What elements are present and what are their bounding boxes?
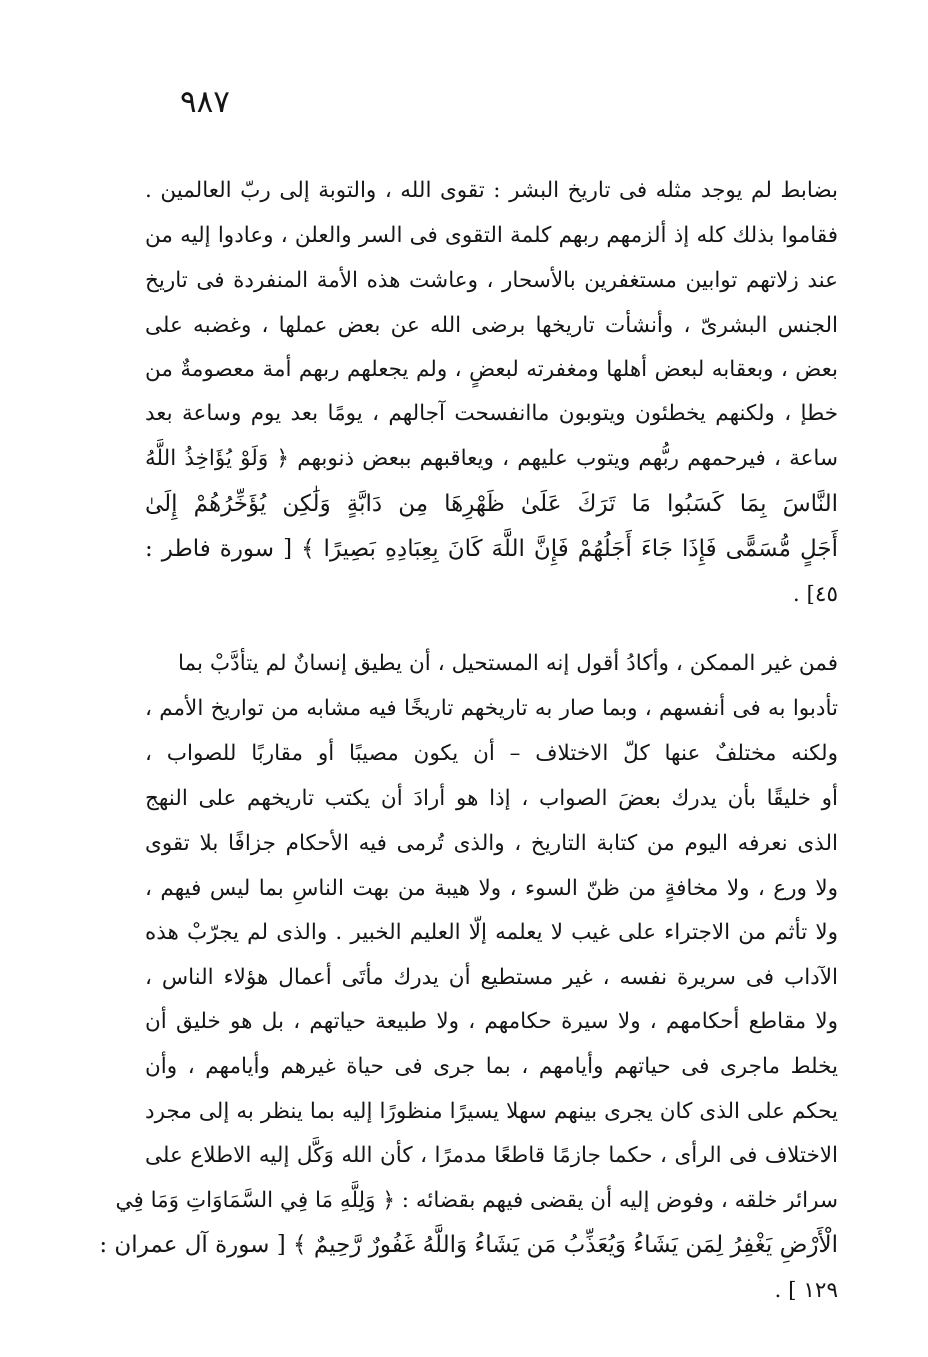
text-line: بضابط لم يوجد مثله فى تاريخ البشر : تقوى الله ، والتوبة إلى ربّ العالمين . (145, 178, 838, 203)
text-line: ساعة ، فيرحمهم ربُّهم ويتوب عليهم ، ويعاقبهم ببعض ذنوبهم ﴿ وَلَوْ يُؤَاخِذُ اللَّهُ (145, 446, 838, 471)
quran-line: النَّاسَ بِمَا كَسَبُوا مَا تَرَكَ عَلَىٰ ظَهْرِهَا مِن دَابَّةٍ وَلَٰكِن يُؤَخِّرُهُمْ إِلَىٰ (145, 491, 838, 517)
text-line: فمن غير الممكن ، وأكادُ أقول إنه المستحيل ، أن يطيق إنسانٌ لم يتأدَّبْ بما (178, 651, 838, 676)
quran-line: أَجَلٍ مُّسَمًّى فَإِذَا جَاءَ أَجَلُهُمْ فَإِنَّ اللَّهَ كَانَ بِعِبَادِهِ بَصِيرًا ﴾ [ سورة فاطر : (145, 536, 838, 562)
text-line: يحكم على الذى كان يجرى بينهم سهلا يسيرًا منظورًا إليه بما ينظر به إلى مجرد (145, 1099, 838, 1124)
citation-line: ٤٥] . (792, 582, 838, 607)
text-line: سرائر خلقه ، وفوض إليه أن يقضى فيهم بقضائه : ﴿ وَلِلَّهِ مَا فِي السَّمَاوَاتِ وَمَا فِي (115, 1188, 838, 1213)
text-line: ولا ورع ، ولا مخافةٍ من ظنّ السوء ، ولا هيبة من بهت الناسِ بما ليس فيهم ، (145, 876, 838, 901)
text-line: يخلط ماجرى فى حياتهم وأيامهم ، بما جرى فى حياة غيرهم وأيامهم ، وأن (145, 1054, 838, 1079)
text-line: عند زلاتهم توابين مستغفرين بالأسحار ، وعاشت هذه الأمة المنفردة فى تاريخ (145, 268, 838, 293)
text-line: بعض ، وبعقابه لبعض أهلها ومغفرته لبعضٍ ، ولم يجعلهم ربهم أمة معصومةٌ من (145, 357, 838, 382)
page-number: ٩٨٧ (180, 84, 230, 120)
citation-line: ١٢٩ ] . (774, 1278, 838, 1303)
text-line: الذى نعرفه اليوم من كتابة التاريخ ، والذى تُرمى فيه الأحكام جزافًا بلا تقوى (145, 831, 838, 856)
text-line: تأدبوا به فى أنفسهم ، وبما صار به تاريخهم تاريخًا فيه مشابه من تواريخ الأمم ، (145, 696, 838, 721)
text-line: ولا مقاطع أحكامهم ، ولا سيرة حكامهم ، ولا طبيعة حياتهم ، بل هو خليق أن (145, 1009, 838, 1034)
text-line: الاختلاف فى الرأى ، حكما جازمًا قاطعًا مدمرًا ، كأن الله وَكَّل إليه الاطلاع على (145, 1143, 838, 1168)
text-line: الجنس البشرىّ ، وأنشأت تاريخها برضى الله عن بعض عملها ، وغضبه على (145, 313, 838, 338)
text-line: فقاموا بذلك كله إذ ألزمهم ربهم كلمة التقوى فى السر والعلن ، وعادوا إليه من (145, 223, 838, 248)
text-line: ولكنه مختلفٌ عنها كلّ الاختلاف – أن يكون مصيبًا أو مقاربًا للصواب ، (145, 741, 838, 766)
text-line: ولا تأثم من الاجتراء على غيب لا يعلمه إلّا العليم الخبير . والذى لم يجرّبْ هذه (145, 920, 838, 945)
text-line: خطإ ، ولكنهم يخطئون ويتوبون ماانفسحت آجالهم ، يومًا بعد يوم وساعة بعد (145, 401, 838, 426)
quran-line: الْأَرْضِ يَغْفِرُ لِمَن يَشَاءُ وَيُعَذِّبُ مَن يَشَاءُ وَاللَّهُ غَفُورٌ رَّحِيمٌ ﴾ [ سورة آل عمران : (99, 1232, 838, 1258)
text-line: الآداب فى سريرة نفسه ، غير مستطيع أن يدرك مأتَى أعمال هؤلاء الناس ، (145, 965, 838, 990)
text-line: أو خليقًا بأن يدرك بعضَ الصواب ، إذا هو أرادَ أن يكتب تاريخهم على النهج (145, 786, 838, 811)
